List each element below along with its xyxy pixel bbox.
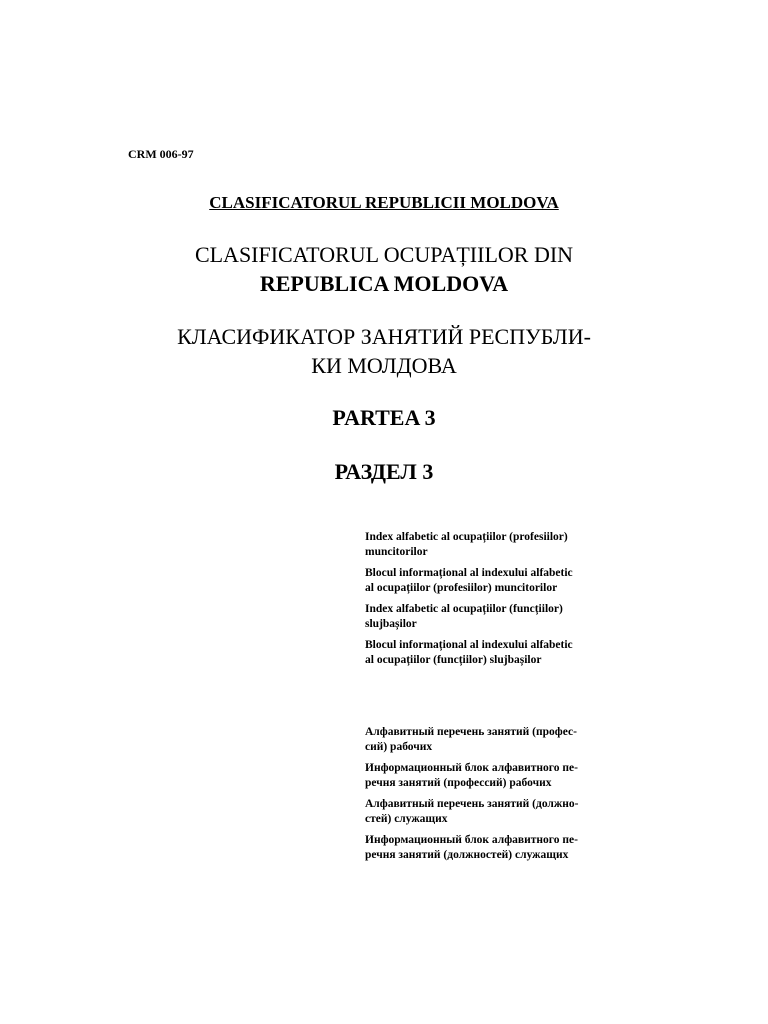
contents-item-line: Index alfabetic al ocupațiilor (profesiilor) <box>365 531 568 543</box>
contents-item-line: Blocul informațional al indexului alfabetic <box>365 567 573 579</box>
contents-item-line: slujbașilor <box>365 618 417 630</box>
contents-item-line: стей) служащих <box>365 813 448 825</box>
title-russian-line2: КИ МОЛДОВА <box>311 353 457 378</box>
contents-item <box>365 725 615 755</box>
contents-item-line: речня занятий (профессий) рабочих <box>365 777 552 789</box>
contents-item-line: Алфавитный перечень занятий (профес- <box>365 726 577 738</box>
contents-item <box>365 761 615 791</box>
contents-item-line: речня занятий (должностей) служащих <box>365 849 569 861</box>
title-romanian <box>0 240 768 298</box>
contents-item-line: Информационный блок алфавитного пе- <box>365 762 578 774</box>
contents-romanian <box>365 530 615 674</box>
contents-item-line: al ocupațiilor (profesiilor) muncitorilor <box>365 582 558 594</box>
contents-item-line: сий) рабочих <box>365 741 433 753</box>
part-romanian: PARTEA 3 <box>332 405 436 430</box>
contents-item <box>365 797 615 827</box>
contents-item <box>365 833 615 863</box>
contents-item-line: Blocul informațional al indexului alfabetic <box>365 639 573 651</box>
contents-item-line: Алфавитный перечень занятий (должно- <box>365 798 579 810</box>
contents-item <box>365 638 615 668</box>
part-russian: РАЗДЕЛ 3 <box>334 459 434 484</box>
contents-item <box>365 530 615 560</box>
document-code: CRM 006-97 <box>128 147 194 161</box>
contents-item <box>365 566 615 596</box>
contents-item-line: Index alfabetic al ocupațiilor (funcțiilor) <box>365 603 563 615</box>
contents-russian <box>365 725 615 869</box>
contents-item-line: muncitorilor <box>365 546 428 558</box>
title-russian-line1: КЛАСИФИКАТОР ЗАНЯТИЙ РЕСПУБЛИ- <box>177 324 591 349</box>
contents-item-line: Информационный блок алфавитного пе- <box>365 834 578 846</box>
contents-item <box>365 602 615 632</box>
title-romanian-line2: REPUBLICA MOLDOVA <box>259 271 509 296</box>
contents-item-line: al ocupațiilor (funcțiilor) slujbașilor <box>365 654 542 666</box>
title-russian <box>0 322 768 380</box>
series-title: CLASIFICATORUL REPUBLICII MOLDOVA <box>209 193 559 212</box>
title-romanian-line1: CLASIFICATORUL OCUPAȚIILOR DIN <box>194 242 574 267</box>
